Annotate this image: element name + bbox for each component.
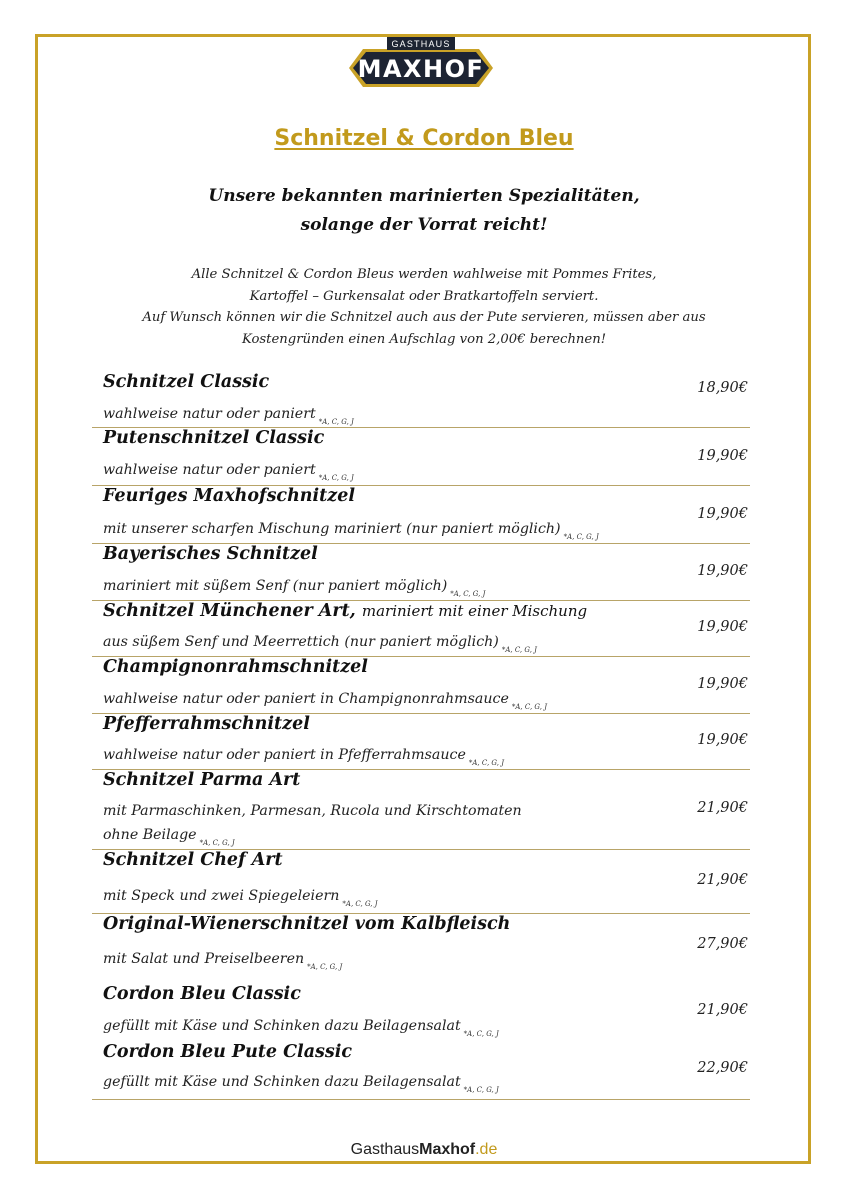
item-price: 19,90€ — [697, 619, 748, 635]
footer-part: Maxhof — [419, 1141, 476, 1158]
item-allergens: *A, C, G, J — [563, 533, 599, 541]
item-allergens: *A, C, G, J — [450, 590, 486, 598]
logo-main-text: MAXHOF — [357, 55, 485, 83]
intro-text — [0, 264, 848, 350]
item-name: Schnitzel Parma Art — [103, 770, 301, 790]
item-name: Schnitzel Classic — [103, 372, 270, 392]
item-price: 21,90€ — [697, 872, 748, 888]
item-allergens: *A, C, G, J — [199, 839, 235, 847]
menu-title: Schnitzel & Cordon Bleu — [274, 126, 574, 151]
item-price: 19,90€ — [697, 732, 748, 748]
item-price: 19,90€ — [697, 506, 748, 522]
intro-line: Alle Schnitzel & Cordon Bleus werden wahlweise mit Pommes Frites, — [191, 267, 657, 282]
item-name: Feuriges Maxhofschnitzel — [103, 486, 355, 506]
menu-item — [92, 372, 750, 428]
item-allergens: *A, C, G, J — [307, 963, 343, 971]
item-allergens: *A, C, G, J — [463, 1086, 499, 1094]
item-price: 19,90€ — [697, 563, 748, 579]
item-allergens: *A, C, G, J — [342, 900, 378, 908]
item-description: wahlweise natur oder paniert in Champignonrahmsauce $_{*A, C, G, J}$ — [103, 691, 548, 711]
item-name: Bayerisches Schnitzel — [103, 544, 318, 564]
item-name: Putenschnitzel Classic — [103, 428, 325, 448]
item-allergens: *A, C, G, J — [463, 1030, 499, 1038]
menu-item — [92, 657, 750, 714]
item-price: 22,90€ — [697, 1060, 748, 1076]
item-name: Champignonrahmschnitzel — [103, 657, 368, 677]
footer-part: Gasthaus — [350, 1141, 420, 1158]
menu-item — [92, 601, 750, 657]
item-allergens: *A, C, G, J — [501, 646, 537, 654]
menu-item — [92, 914, 750, 984]
item-description: wahlweise natur oder paniert $_{*A, C, G, J}$ — [103, 462, 354, 482]
menu-item — [92, 486, 750, 544]
menu-item — [92, 1042, 750, 1100]
subtitle — [0, 182, 848, 240]
menu-item — [92, 428, 750, 486]
subtitle-line: solange der Vorrat reicht! — [300, 215, 548, 235]
menu-item — [92, 770, 750, 850]
item-name: Original-Wienerschnitzel vom Kalbfleisch — [103, 914, 511, 934]
item-price: 21,90€ — [697, 1002, 748, 1018]
item-description: mit Speck und zwei Spiegeleiern $_{*A, C, G, J}$ — [103, 888, 378, 908]
menu-item — [92, 850, 750, 914]
logo-top-text: GASTHAUS — [391, 39, 451, 49]
item-price: 27,90€ — [697, 936, 748, 952]
menu-item — [92, 984, 750, 1042]
menu-item — [92, 544, 750, 601]
website-footer[interactable] — [0, 1141, 848, 1159]
menu-item — [92, 714, 750, 770]
item-name: Cordon Bleu Pute Classic — [103, 1042, 353, 1062]
item-description: ohne Beilage $_{*A, C, G, J}$ — [103, 827, 235, 847]
item-name: Schnitzel Chef Art — [103, 850, 283, 870]
footer-part: .de — [475, 1141, 498, 1158]
item-name: Pfefferrahmschnitzel — [103, 714, 310, 734]
intro-line: Auf Wunsch können wir die Schnitzel auch aus der Pute servieren, müssen aber aus — [142, 310, 706, 325]
item-price: 21,90€ — [697, 800, 748, 816]
item-description: mit unserer scharfen Mischung mariniert (nur paniert möglich) $_{*A, C, G, J}$ — [103, 521, 599, 541]
item-description: aus süßem Senf und Meerrettich (nur paniert möglich) $_{*A, C, G, J}$ — [103, 634, 537, 654]
item-name-extra: mariniert mit einer Mischung — [361, 602, 588, 620]
item-description: gefüllt mit Käse und Schinken dazu Beilagensalat $_{*A, C, G, J}$ — [103, 1018, 499, 1038]
item-allergens: *A, C, G, J — [318, 474, 354, 482]
item-description: wahlweise natur oder paniert $_{*A, C, G, J}$ — [103, 406, 354, 426]
item-description: mit Parmaschinken, Parmesan, Rucola und Kirschtomaten — [103, 803, 522, 819]
item-description: mit Salat und Preiselbeeren $_{*A, C, G, J}$ — [103, 951, 343, 971]
subtitle-line: Unsere bekannten marinierten Spezialitäten, — [208, 186, 640, 206]
maxhof-logo — [347, 37, 495, 99]
item-allergens: *A, C, G, J — [468, 759, 505, 767]
intro-line: Kostengründen einen Aufschlag von 2,00€ berechnen! — [241, 331, 607, 347]
item-price: 19,90€ — [697, 676, 748, 692]
item-name: Cordon Bleu Classic — [103, 984, 301, 1004]
item-name: Schnitzel Münchener Art, mariniert mit einer Mischung — [103, 601, 588, 621]
item-price: 19,90€ — [697, 448, 748, 464]
item-allergens: *A, C, G, J — [318, 418, 354, 426]
item-description: gefüllt mit Käse und Schinken dazu Beilagensalat $_{*A, C, G, J}$ — [103, 1074, 499, 1094]
item-description: mariniert mit süßem Senf (nur paniert möglich) $_{*A, C, G, J}$ — [103, 578, 486, 598]
intro-line: Kartoffel – Gurkensalat oder Bratkartoffeln serviert. — [249, 288, 599, 304]
item-description: wahlweise natur oder paniert in Pfefferrahmsauce $_{*A, C, G, J}$ — [103, 747, 505, 767]
item-price: 18,90€ — [697, 380, 748, 396]
item-allergens: *A, C, G, J — [511, 703, 548, 711]
